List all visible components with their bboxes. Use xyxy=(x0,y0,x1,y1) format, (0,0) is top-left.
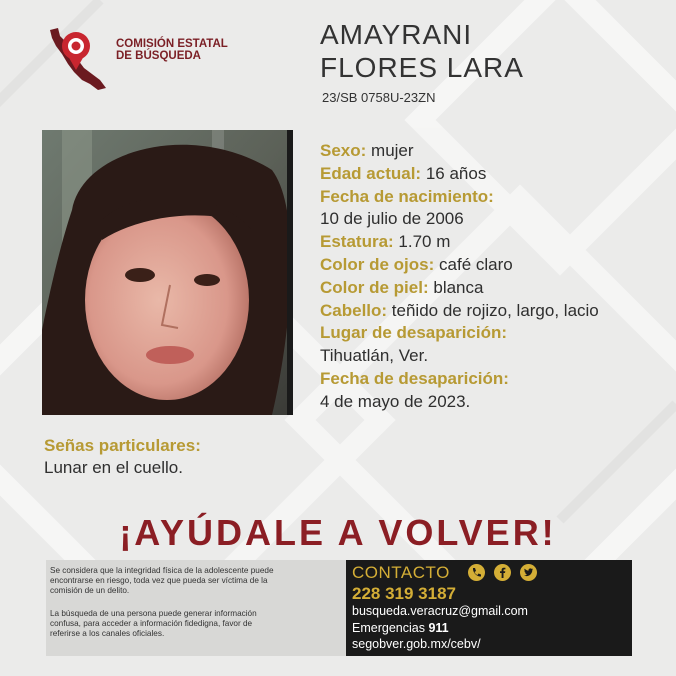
sex-label: Sexo: xyxy=(320,141,367,160)
place-label: Lugar de desaparición: xyxy=(320,323,508,343)
date-label: Fecha de desaparición: xyxy=(320,368,509,388)
person-photo xyxy=(42,130,293,415)
birth-label: Fecha de nacimiento: xyxy=(320,186,494,206)
detail-birth-label xyxy=(320,186,599,209)
birth-value: 10 de julio de 2006 xyxy=(320,209,464,229)
hair-value: teñido de rojizo, largo, lacio xyxy=(391,300,599,320)
disclaimer-line-4: La búsqueda de una persona puede generar información xyxy=(50,609,257,618)
logo-line-1: COMISIÓN ESTATAL xyxy=(116,38,228,50)
detail-date-label xyxy=(320,368,599,391)
social-icons xyxy=(468,564,540,582)
detail-hair xyxy=(320,300,599,323)
contact-emergency xyxy=(352,621,449,635)
name-line-2: FLORES LARA xyxy=(320,52,524,83)
eyes-label: Color de ojos: xyxy=(320,254,435,274)
disclaimer-line-5: confusa, para acceder a información fidedigna, favor de xyxy=(50,619,253,628)
agency-logo xyxy=(44,24,234,94)
detail-height xyxy=(320,231,599,254)
contact-website[interactable]: segobver.gob.mx/cebv/ xyxy=(352,637,481,651)
photo-border xyxy=(287,130,293,415)
detail-eyes xyxy=(320,254,599,277)
case-id: 23/SB 0758U-23ZN xyxy=(322,90,436,105)
disclaimer-line-1: Se considera que la integridad física de la adolescente puede xyxy=(50,566,274,575)
detail-place-label xyxy=(320,322,599,345)
headline: ¡AYÚDALE A VOLVER! xyxy=(119,512,557,553)
sex-value: mujer xyxy=(371,141,414,160)
date-value: 4 de mayo de 2023. xyxy=(320,391,471,411)
marks-label: Señas particulares: xyxy=(44,436,201,455)
detail-birth-value xyxy=(320,208,599,231)
height-value: 1.70 m xyxy=(398,232,451,252)
age-value: 16 años xyxy=(425,163,487,183)
emergency-label: Emergencias xyxy=(352,621,425,635)
skin-value: blanca xyxy=(433,277,484,297)
name-line-1: AMAYRANI xyxy=(320,19,473,50)
contact-phone[interactable]: 228 319 3187 xyxy=(352,584,456,603)
eyes-value: café claro xyxy=(439,254,513,274)
detail-skin xyxy=(320,277,599,300)
detail-sex xyxy=(320,140,599,163)
detail-age xyxy=(320,163,599,186)
phone-icon[interactable] xyxy=(468,564,485,581)
height-label: Estatura: xyxy=(320,232,394,252)
age-label: Edad actual: xyxy=(320,163,422,183)
marks-value: Lunar en el cuello. xyxy=(44,458,183,477)
contact-email[interactable]: busqueda.veracruz@gmail.com xyxy=(352,604,528,618)
emergency-number[interactable]: 911 xyxy=(428,621,449,635)
hair-label: Cabello: xyxy=(320,300,388,320)
twitter-icon[interactable] xyxy=(520,564,537,581)
disclaimer-line-3: comisión de un delito. xyxy=(50,586,130,595)
disclaimer-line-2: encontrarse en riesgo, toda vez que pueda ser víctima de la xyxy=(50,576,268,585)
place-value: Tihuatlán, Ver. xyxy=(320,346,429,366)
detail-place-value xyxy=(320,345,599,368)
skin-label: Color de piel: xyxy=(320,277,429,297)
detail-date-value xyxy=(320,391,599,414)
veracruz-map-icon xyxy=(44,24,114,94)
logo-line-2: DE BÚSQUEDA xyxy=(116,50,201,62)
contact-title: CONTACTO xyxy=(352,563,450,582)
person-name xyxy=(320,18,524,84)
disclaimer-line-6: referirse a los canales oficiales. xyxy=(50,629,165,638)
person-details xyxy=(320,140,599,414)
facebook-icon[interactable] xyxy=(494,564,511,581)
